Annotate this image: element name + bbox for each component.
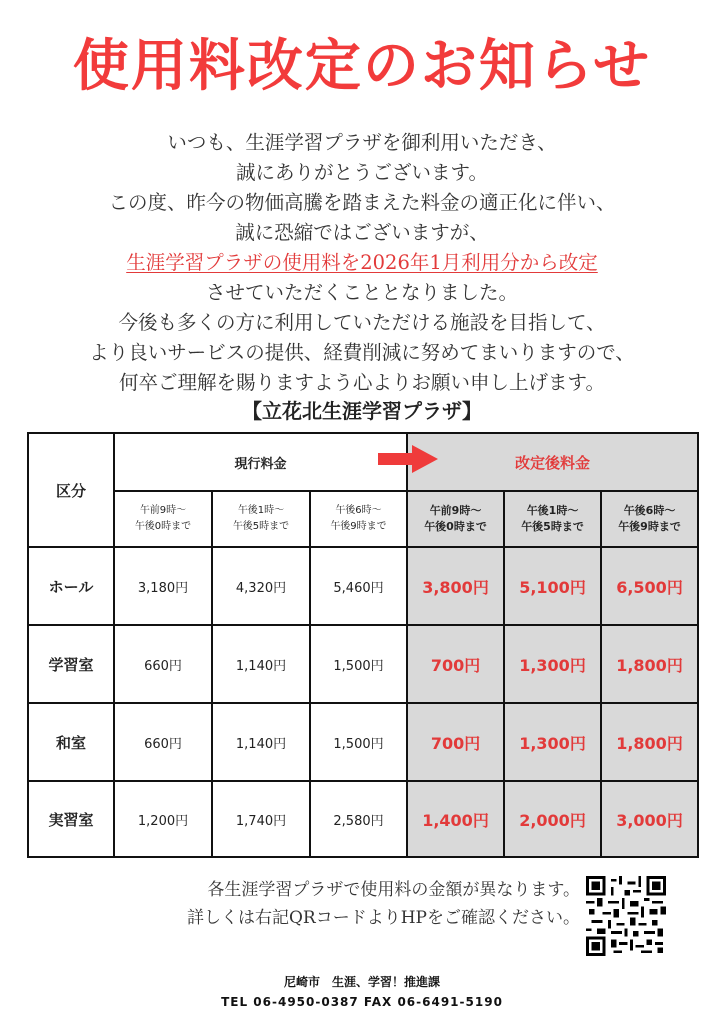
current-fee: 5,460円 [310,547,407,625]
new-fee: 1,300円 [504,625,601,703]
slot-header: 午後1時～ 午後5時まで [504,491,601,547]
slot-header: 午後6時～ 午後9時まで [310,491,407,547]
footer-line: 詳しくは右記QRコードよりHPをご確認ください。 [187,908,580,928]
intro-line: 何卒ご理解を賜りますよう心よりお願い申し上げます。 [119,371,605,394]
contact-info [0,972,724,1012]
intro-text [0,128,724,398]
table-row [28,703,698,781]
current-fee: 1,740円 [212,781,310,857]
current-fee: 1,500円 [310,625,407,703]
fee-table [27,432,699,858]
intro-highlight: 生涯学習プラザの使用料を2026年1月利用分から改定 [126,251,598,274]
current-fee: 1,140円 [212,703,310,781]
intro-line: この度、昨今の物価高騰を踏まえた料金の適正化に伴い、 [108,191,616,214]
current-fee: 3,180円 [114,547,212,625]
new-fee: 1,800円 [601,703,698,781]
new-fee: 700円 [407,703,504,781]
intro-line: いつも、生涯学習プラザを御利用いただき、 [167,131,557,154]
intro-line: させていただくこととなりました。 [205,281,518,304]
row-label: 学習室 [28,625,114,703]
new-fee: 1,300円 [504,703,601,781]
footer-note [130,876,580,932]
slot-header: 午前9時～ 午後0時まで [407,491,504,547]
current-fee-header: 現行料金 [114,433,407,491]
new-fee: 5,100円 [504,547,601,625]
slot-header: 午前9時～ 午後0時まで [114,491,212,547]
footer-line: 各生涯学習プラザで使用料の金額が異なります。 [207,880,580,900]
category-header: 区分 [28,433,114,547]
intro-line: 誠にありがとうございます。 [236,161,488,184]
new-fee-header: 改定後料金 [407,433,698,491]
current-fee: 1,200円 [114,781,212,857]
department-name: 尼崎市 生涯、学習！推進課 [283,975,440,989]
intro-line: 今後も多くの方に利用していただける施設を目指して、 [118,311,606,334]
current-fee: 1,140円 [212,625,310,703]
slot-header: 午後1時～ 午後5時まで [212,491,310,547]
new-fee: 1,400円 [407,781,504,857]
row-label: ホール [28,547,114,625]
plaza-name: 【立花北生涯学習プラザ】 [242,399,482,423]
qr-code-icon[interactable] [586,876,666,956]
intro-line: 誠に恐縮ではございますが、 [235,221,489,244]
new-fee: 1,800円 [601,625,698,703]
current-fee: 660円 [114,703,212,781]
phone-fax: TEL 06-4950-0387 FAX 06-6491-5190 [221,995,503,1009]
current-fee: 4,320円 [212,547,310,625]
new-fee: 3,800円 [407,547,504,625]
slot-header: 午後6時～ 午後9時まで [601,491,698,547]
current-fee: 2,580円 [310,781,407,857]
right-arrow-icon [378,445,438,473]
new-fee: 3,000円 [601,781,698,857]
table-row [28,547,698,625]
new-fee: 700円 [407,625,504,703]
table-row [28,625,698,703]
intro-line: より良いサービスの提供、経費削減に努めてまいりますので、 [89,341,635,364]
new-fee: 6,500円 [601,547,698,625]
table-row [28,781,698,857]
row-label: 実習室 [28,781,114,857]
row-label: 和室 [28,703,114,781]
page-title: 使用料改定のお知らせ [72,34,652,99]
current-fee: 1,500円 [310,703,407,781]
new-fee: 2,000円 [504,781,601,857]
current-fee: 660円 [114,625,212,703]
